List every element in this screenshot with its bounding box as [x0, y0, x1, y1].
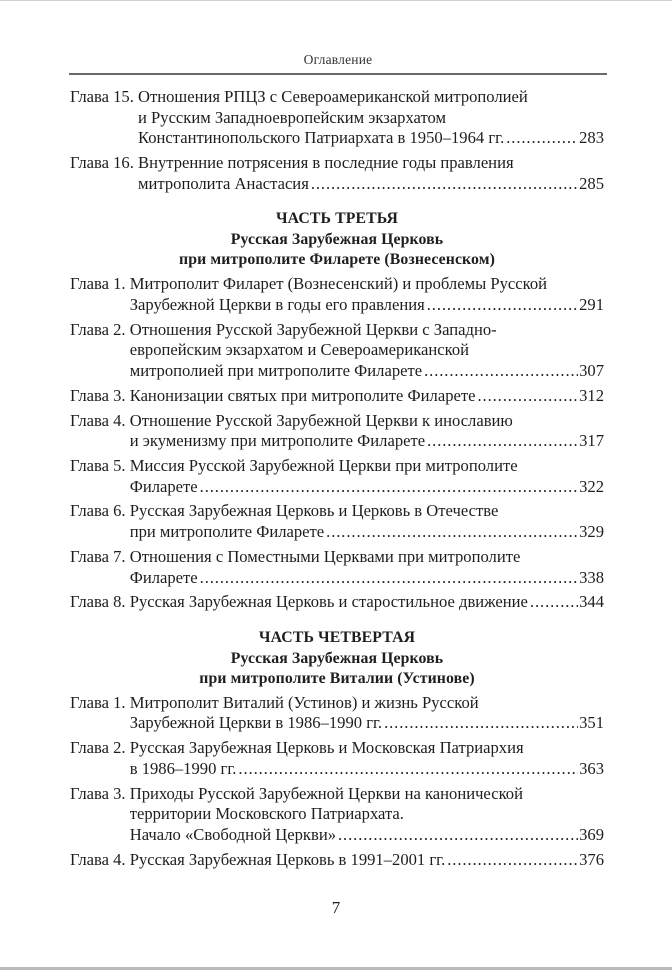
- chapter-title-last-line: [130, 361, 604, 382]
- chapter-title-line: митрополией при митрополите Филарете: [129, 360, 423, 380]
- page-ref[interactable]: 329: [579, 522, 604, 542]
- chapter-label: Глава 4.: [70, 410, 130, 430]
- chapter-title: [130, 784, 604, 846]
- chapter-title-line: Филарете: [129, 567, 198, 587]
- chapter-label: Глава 15.: [70, 87, 139, 106]
- chapter-label: Глава 1.: [70, 274, 130, 294]
- chapter-title: [130, 693, 604, 734]
- dot-leader: [477, 386, 578, 407]
- chapter-title-line: территории Московского Патриархата.: [129, 804, 404, 824]
- toc-entry[interactable]: [70, 320, 604, 382]
- toc-entry[interactable]: [70, 456, 604, 497]
- chapter-label: Глава 3.: [70, 385, 130, 405]
- chapter-title-line: Отношение Русской Зарубежной Церкви к инославию: [129, 410, 513, 430]
- page-ref[interactable]: 283: [579, 128, 604, 148]
- page-number: 7: [331, 898, 341, 917]
- chapter-label: Глава 6.: [70, 501, 130, 521]
- dot-leader: [311, 174, 578, 195]
- chapter-title-line: Зарубежной Церкви в 1986–1990 гг.: [129, 713, 383, 733]
- table-of-contents: [70, 87, 604, 875]
- chapter-title-line: Внутренние потрясения в последние годы правления: [138, 153, 514, 173]
- dot-leader: [447, 850, 578, 871]
- chapter-title-line: Митрополит Виталий (Устинов) и жизнь Русской: [129, 692, 479, 712]
- chapter-title-line: Филарете: [129, 476, 198, 496]
- chapter-label: Глава 1.: [70, 692, 130, 712]
- chapter-title: [138, 87, 604, 149]
- running-head: Оглавление: [303, 52, 373, 67]
- chapter-title-line: Отношения с Поместными Церквами при митрополите: [129, 546, 521, 566]
- toc-entry[interactable]: [70, 592, 604, 613]
- part-heading: [70, 628, 604, 690]
- chapter-title: [130, 456, 604, 497]
- page-ref[interactable]: 312: [579, 385, 604, 405]
- chapter-title: [130, 547, 604, 588]
- page-ref[interactable]: 363: [579, 758, 604, 778]
- part-title: ЧАСТЬ ЧЕТВЕРТАЯ: [258, 629, 416, 647]
- dot-leader: [530, 592, 578, 613]
- dot-leader: [326, 522, 578, 543]
- toc-entry[interactable]: [70, 153, 604, 194]
- toc-entry[interactable]: [70, 411, 604, 452]
- chapter-title: [130, 274, 604, 315]
- chapter-title-line: Отношения РПЦЗ с Североамериканской митрополией: [138, 87, 528, 106]
- chapter-title-last-line: [130, 431, 604, 452]
- page-ref[interactable]: 307: [579, 360, 604, 380]
- page-ref[interactable]: 317: [579, 431, 604, 451]
- page-top-edge: [0, 0, 672, 1]
- chapter-title: [130, 386, 604, 407]
- chapter-title-line: при митрополите Филарете: [129, 522, 325, 542]
- dot-leader: [424, 361, 578, 382]
- dot-leader: [200, 477, 578, 498]
- toc-entry[interactable]: [70, 274, 604, 315]
- chapter-title: [130, 850, 604, 871]
- chapter-label: Глава 8.: [70, 592, 130, 612]
- chapter-title-line: Зарубежной Церкви в годы его правления: [129, 294, 425, 314]
- chapter-title-line: Русская Зарубежная Церковь и Церковь в Отечестве: [129, 501, 499, 521]
- toc-entry[interactable]: [70, 547, 604, 588]
- page-ref[interactable]: 369: [579, 824, 604, 844]
- chapter-title-last-line: [130, 759, 604, 780]
- page-ref[interactable]: 351: [579, 713, 604, 733]
- chapter-title-line: Канонизации святых при митрополите Филарете: [129, 385, 476, 405]
- chapter-title: [130, 738, 604, 779]
- toc-entry[interactable]: [70, 738, 604, 779]
- chapter-title-last-line: [130, 592, 604, 613]
- chapter-title-line: митрополита Анастасия: [138, 173, 309, 193]
- chapter-label: Глава 3.: [70, 783, 130, 803]
- chapter-title: [130, 501, 604, 542]
- chapter-label: Глава 5.: [70, 455, 130, 475]
- toc-entry[interactable]: [70, 501, 604, 542]
- chapter-title-line: в 1986–1990 гг.: [129, 758, 237, 778]
- chapter-title: [130, 592, 604, 613]
- toc-entry[interactable]: [70, 87, 604, 149]
- part-subtitle1: Русская Зарубежная Церковь: [230, 230, 444, 248]
- chapter-title-line: Начало «Свободной Церкви»: [129, 824, 336, 844]
- page-ref[interactable]: 285: [579, 173, 604, 193]
- dot-leader: [506, 128, 578, 149]
- chapter-title-line: Константинопольского Патриархата в 1950–1964 гг.: [138, 128, 505, 148]
- chapter-title-line: Митрополит Филарет (Вознесенский) и проблемы Русской: [129, 274, 548, 294]
- part-heading: [70, 209, 604, 271]
- chapter-title-line: Русская Зарубежная Церковь в 1991–2001 гг.: [129, 849, 446, 869]
- chapter-title-last-line: [138, 128, 604, 149]
- chapter-title-last-line: [130, 295, 604, 316]
- chapter-title-last-line: [130, 825, 604, 846]
- dot-leader: [384, 713, 578, 734]
- page-ref[interactable]: 322: [579, 476, 604, 496]
- part-subtitle1: Русская Зарубежная Церковь: [230, 649, 444, 667]
- chapter-title-last-line: [130, 386, 604, 407]
- chapter-title-line: Русская Зарубежная Церковь и старостильное движение: [129, 592, 528, 612]
- part-subtitle2: при митрополите Виталии (Устинове): [199, 670, 475, 688]
- chapter-title-line: европейским экзархатом и Североамериканской: [129, 340, 470, 360]
- chapter-title-line: Приходы Русской Зарубежной Церкви на канонической: [129, 783, 523, 803]
- toc-entry[interactable]: [70, 850, 604, 871]
- page-ref[interactable]: 291: [579, 294, 604, 314]
- chapter-label: Глава 4.: [70, 849, 130, 869]
- chapter-label: Глава 7.: [70, 546, 130, 566]
- dot-leader: [427, 431, 578, 452]
- chapter-title-line: и экуменизму при митрополите Филарете: [129, 431, 426, 451]
- page-ref[interactable]: 338: [579, 567, 604, 587]
- toc-entry[interactable]: [70, 693, 604, 734]
- header-rule: [69, 73, 607, 75]
- chapter-title: [130, 320, 604, 382]
- toc-entry[interactable]: [70, 386, 604, 407]
- chapter-title-last-line: [130, 713, 604, 734]
- chapter-title-line: Русская Зарубежная Церковь и Московская Патриархия: [129, 738, 524, 758]
- chapter-title-last-line: [138, 174, 604, 195]
- chapter-title-line: Отношения Русской Зарубежной Церкви с Западно-: [129, 319, 497, 339]
- part-title: ЧАСТЬ ТРЕТЬЯ: [275, 210, 399, 228]
- part-subtitle2: при митрополите Филарете (Вознесенском): [179, 251, 495, 269]
- chapter-title: [130, 411, 604, 452]
- chapter-title-line: Миссия Русской Зарубежной Церкви при митрополите: [129, 455, 518, 475]
- chapter-title-last-line: [130, 477, 604, 498]
- chapter-title-line: и Русским Западноевропейским экзархатом: [138, 107, 447, 127]
- chapter-label: Глава 2.: [70, 738, 130, 758]
- dot-leader: [200, 568, 578, 589]
- dot-leader: [427, 295, 578, 316]
- chapter-title-last-line: [130, 522, 604, 543]
- page-ref[interactable]: 344: [579, 592, 604, 612]
- chapter-title: [138, 153, 604, 194]
- toc-entry[interactable]: [70, 784, 604, 846]
- chapter-label: Глава 2.: [70, 319, 130, 339]
- dot-leader: [238, 759, 578, 780]
- chapter-title-last-line: [130, 850, 604, 871]
- dot-leader: [338, 825, 578, 846]
- chapter-label: Глава 16.: [70, 153, 139, 173]
- page-ref[interactable]: 376: [579, 849, 604, 869]
- chapter-title-last-line: [130, 568, 604, 589]
